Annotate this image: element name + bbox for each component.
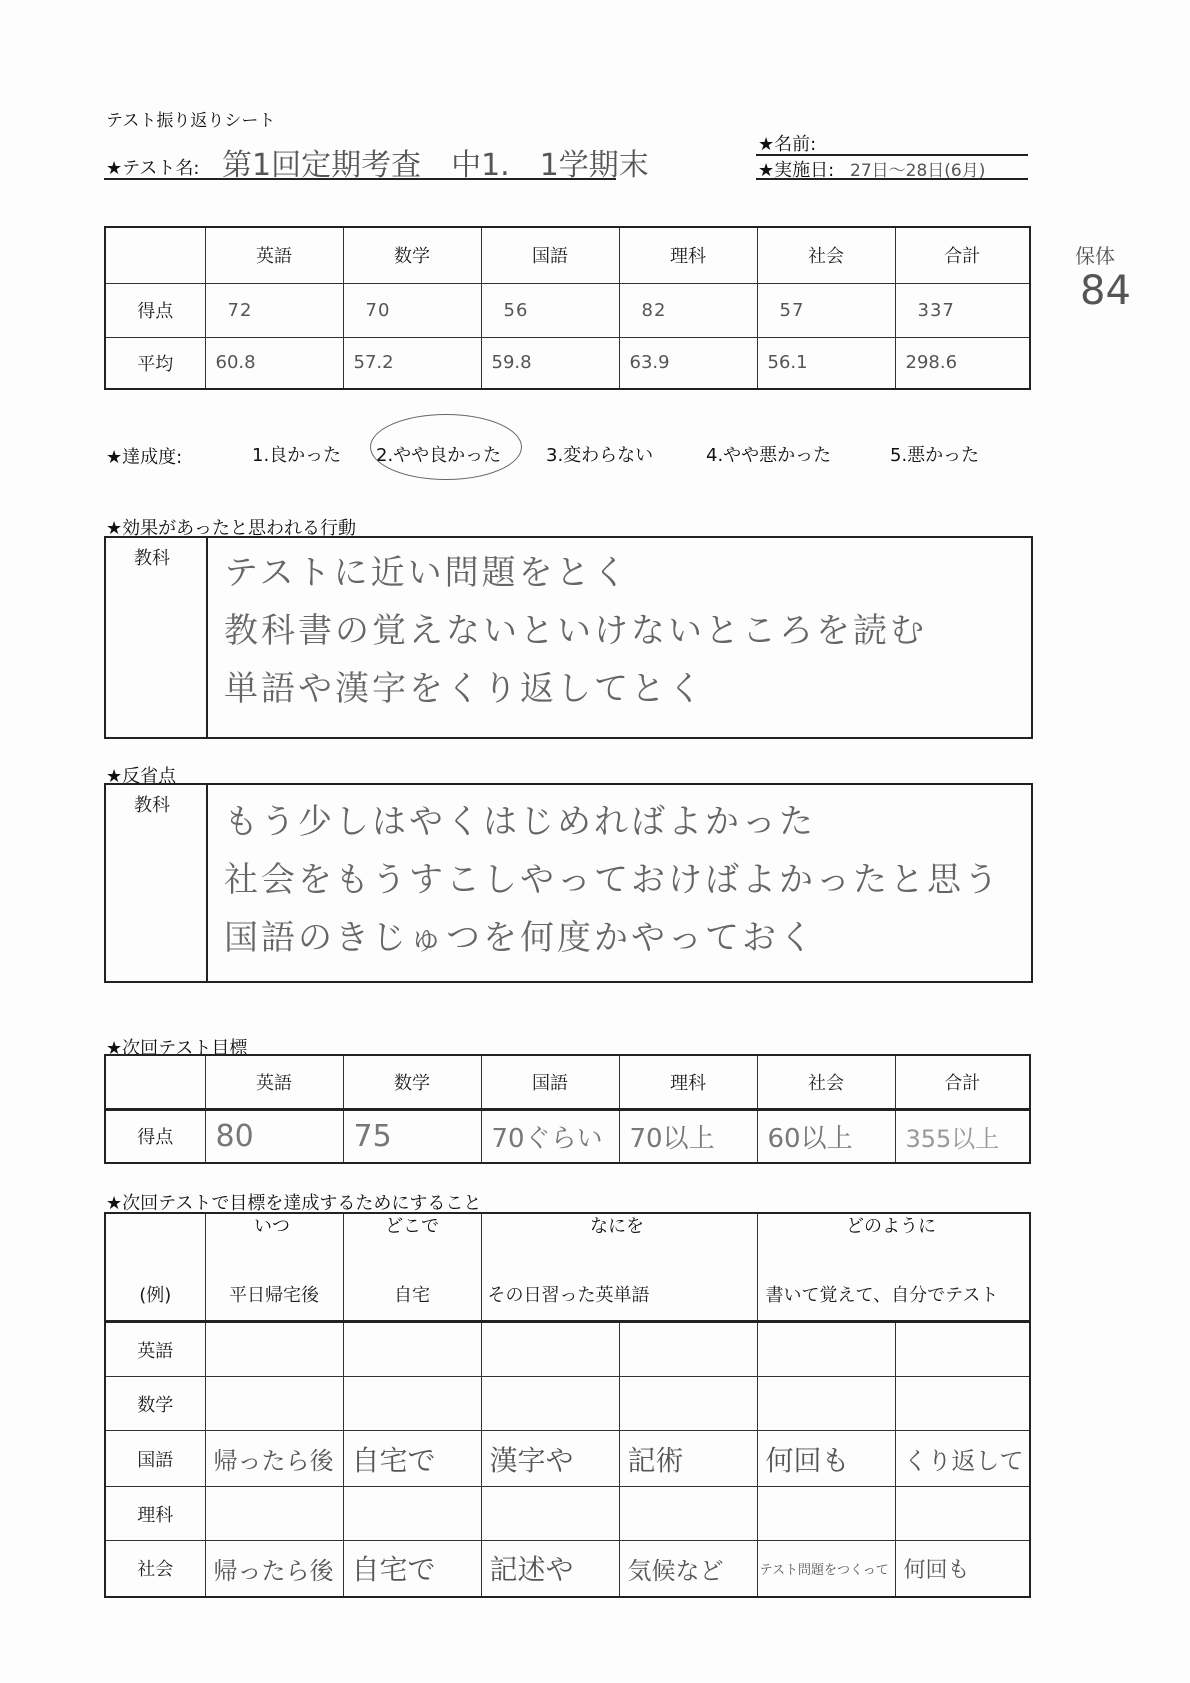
reflection-line[interactable]: 国語のきじゅつを何度かやっておく (224, 918, 816, 958)
reflection-subject-label: 教科 (134, 795, 170, 816)
plan-example-how: 書いて覚えて、自分でテスト (757, 1267, 1030, 1322)
goal-cell[interactable]: 75 (343, 1109, 481, 1163)
effective-heading: ★効果があったと思われる行動 (106, 518, 356, 539)
goal-cell[interactable]: 70ぐらい (481, 1109, 619, 1163)
goals-heading: ★次回テスト目標 (106, 1038, 248, 1059)
goal-cell[interactable]: 60以上 (757, 1109, 895, 1163)
effective-line[interactable]: 単語や漢字をくり返してとく (224, 669, 705, 709)
average-cell[interactable]: 56.1 (757, 337, 895, 389)
score-row-label: 得点 (105, 283, 205, 337)
date-value[interactable]: 27日〜28日(6月) (850, 161, 986, 181)
plan-cell[interactable]: 記述や (481, 1541, 619, 1597)
plan-header-spacer (757, 1213, 1030, 1267)
scores-col-header: 理科 (619, 227, 757, 283)
plan-example-where: 自宅 (343, 1267, 481, 1322)
scores-table (104, 226, 1031, 390)
plan-cell[interactable] (205, 1487, 343, 1541)
plan-cell[interactable]: 帰ったら後 (205, 1541, 343, 1597)
reflection-line[interactable]: もう少しはやくはじめればよかった (224, 802, 816, 842)
plan-cell[interactable] (895, 1487, 1030, 1541)
plan-cell[interactable]: くり返して (895, 1431, 1030, 1487)
achievement-option-5[interactable]: 5.悪かった (890, 445, 980, 466)
plan-col-when: いつ (254, 1216, 290, 1237)
effective-box (104, 536, 1033, 739)
plan-cell[interactable] (619, 1377, 757, 1431)
achievement-label: ★達成度: (106, 447, 183, 468)
achievement-option-1[interactable]: 1.良かった (252, 445, 342, 466)
achievement-option-2[interactable]: 2.やや良かった (376, 445, 502, 466)
average-cell[interactable]: 63.9 (619, 337, 757, 389)
plan-row-label: 理科 (105, 1487, 205, 1541)
plan-cell[interactable]: 帰ったら後 (205, 1431, 343, 1487)
average-cell[interactable]: 57.2 (343, 337, 481, 389)
plan-col-where: どこで (385, 1216, 439, 1237)
goals-col-header: 理科 (619, 1055, 757, 1109)
goal-cell[interactable]: 80 (205, 1109, 343, 1163)
score-cell[interactable]: 70 (343, 283, 481, 337)
date-underline (756, 178, 1028, 180)
plan-cell[interactable]: 何回も (757, 1431, 895, 1487)
plan-cell[interactable] (757, 1377, 895, 1431)
goals-col-header: 合計 (895, 1055, 1030, 1109)
plan-cell[interactable]: テスト問題をつくって (757, 1541, 895, 1597)
plan-example-what: その日習った英単語 (481, 1267, 757, 1322)
average-total-cell[interactable]: 298.6 (895, 337, 1030, 389)
plan-cell[interactable] (895, 1322, 1030, 1377)
plan-cell[interactable]: 記術 (619, 1431, 757, 1487)
plan-col-how: どのように (846, 1216, 936, 1237)
plan-cell[interactable] (757, 1322, 895, 1377)
plan-header-spacer (343, 1213, 481, 1267)
scores-col-header: 合計 (895, 227, 1030, 283)
plan-cell[interactable] (481, 1322, 619, 1377)
plan-cell[interactable] (619, 1487, 757, 1541)
goals-col-header: 英語 (205, 1055, 343, 1109)
side-note-label: 保体 (1075, 244, 1115, 268)
scores-col-header: 英語 (205, 227, 343, 283)
plan-row-label: 社会 (105, 1541, 205, 1597)
plan-cell[interactable]: 気候など (619, 1541, 757, 1597)
name-label: ★名前: (758, 134, 817, 155)
plan-cell[interactable] (205, 1377, 343, 1431)
average-row-label: 平均 (105, 337, 205, 389)
scores-col-header: 数学 (343, 227, 481, 283)
goal-total-cell[interactable]: 355以上 (895, 1109, 1030, 1163)
effective-line[interactable]: テストに近い問題をとく (224, 553, 630, 593)
test-name-value[interactable]: 第1回定期考査 中1. 1学期末 (222, 148, 649, 183)
plan-heading: ★次回テストで目標を達成するためにすること (106, 1193, 482, 1214)
plan-cell[interactable] (343, 1322, 481, 1377)
test-name-label: ★テスト名: (106, 158, 200, 179)
reflection-heading: ★反省点 (106, 766, 177, 787)
plan-header-spacer (105, 1213, 205, 1267)
achievement-option-3[interactable]: 3.変わらない (546, 445, 654, 466)
average-cell[interactable]: 60.8 (205, 337, 343, 389)
plan-col-what: なにを (590, 1216, 644, 1237)
plan-cell[interactable]: 自宅で (343, 1431, 481, 1487)
score-cell[interactable]: 82 (619, 283, 757, 337)
plan-cell[interactable]: 自宅で (343, 1541, 481, 1597)
goals-table (104, 1054, 1031, 1164)
score-cell[interactable]: 57 (757, 283, 895, 337)
plan-table (104, 1212, 1031, 1598)
score-total-cell[interactable]: 337 (895, 283, 1030, 337)
score-cell[interactable]: 72 (205, 283, 343, 337)
effective-line[interactable]: 教科書の覚えないといけないところを読む (224, 611, 927, 651)
plan-cell[interactable] (343, 1487, 481, 1541)
goal-row-label: 得点 (105, 1109, 205, 1163)
plan-cell[interactable]: 漢字や (481, 1431, 619, 1487)
selected-option-circle (370, 414, 522, 480)
plan-cell[interactable] (205, 1322, 343, 1377)
plan-row-label: 数学 (105, 1377, 205, 1431)
plan-row-label: 英語 (105, 1322, 205, 1377)
score-cell[interactable]: 56 (481, 283, 619, 337)
plan-cell[interactable] (481, 1377, 619, 1431)
plan-cell[interactable] (895, 1377, 1030, 1431)
plan-example-label: (例) (105, 1267, 205, 1322)
plan-example-when: 平日帰宅後 (205, 1267, 343, 1322)
average-cell[interactable]: 59.8 (481, 337, 619, 389)
scores-col-header: 国語 (481, 227, 619, 283)
reflection-box (104, 783, 1033, 983)
goals-col-header: 数学 (343, 1055, 481, 1109)
reflection-line[interactable]: 社会をもうすこしやっておけばよかったと思う (224, 860, 1001, 900)
plan-header-spacer (205, 1213, 343, 1267)
plan-cell[interactable]: 何回も (895, 1541, 1030, 1597)
plan-header-spacer (481, 1213, 757, 1267)
scores-corner (105, 227, 205, 283)
date-label: ★実施日: (758, 160, 835, 181)
plan-cell[interactable] (343, 1377, 481, 1431)
test-name-underline (104, 178, 616, 180)
plan-cell[interactable] (481, 1487, 619, 1541)
goal-cell[interactable]: 70以上 (619, 1109, 757, 1163)
plan-row-label: 国語 (105, 1431, 205, 1487)
effective-subject-label: 教科 (134, 548, 170, 569)
side-note-value: 84 (1080, 268, 1131, 314)
plan-cell[interactable] (619, 1322, 757, 1377)
goals-corner (105, 1055, 205, 1109)
goals-col-header: 社会 (757, 1055, 895, 1109)
scores-col-header: 社会 (757, 227, 895, 283)
sheet-title: テスト振り返りシート (106, 111, 276, 131)
plan-cell[interactable] (757, 1487, 895, 1541)
goals-col-header: 国語 (481, 1055, 619, 1109)
achievement-option-4[interactable]: 4.やや悪かった (706, 445, 832, 466)
